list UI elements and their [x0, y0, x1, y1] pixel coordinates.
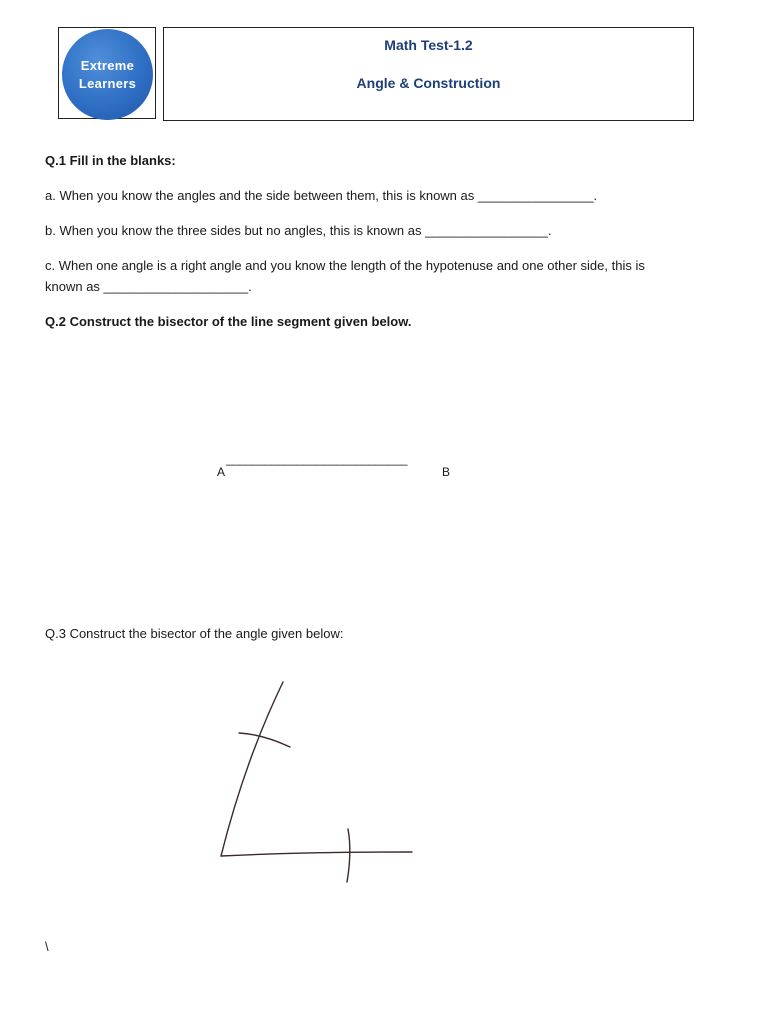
q1-item-c-line2: known as ____________________.: [45, 279, 252, 294]
point-b-label: B: [442, 465, 451, 479]
q1-heading: Q.1 Fill in the blanks:: [45, 153, 176, 168]
arc-mark-upper: [239, 733, 290, 747]
q3-heading: Q.3 Construct the bisector of the angle given below:: [45, 626, 344, 641]
line-segment-ab: ____________________________: [226, 452, 408, 466]
q1-item-a: a. When you know the angles and the side between them, this is known as ________________.: [45, 188, 598, 203]
angle-ray-upper: [221, 682, 283, 856]
q1-item-b: b. When you know the three sides but no angles, this is known as _________________.: [45, 223, 552, 238]
stray-mark: \: [45, 939, 49, 954]
logo-line-1: Extreme: [80, 57, 135, 73]
page-subtitle: Angle & Construction: [356, 75, 501, 91]
q1-item-c-line1: c. When one angle is a right angle and you know the length of the hypotenuse and one other side, this is: [45, 258, 645, 273]
page-title: Math Test-1.2: [384, 37, 473, 53]
angle-ray-lower: [221, 852, 412, 856]
point-a-label: A: [217, 465, 226, 479]
arc-mark-lower: [347, 829, 350, 882]
logo-line-2: Learners: [78, 75, 137, 91]
q2-heading: Q.2 Construct the bisector of the line segment given below.: [45, 314, 412, 329]
